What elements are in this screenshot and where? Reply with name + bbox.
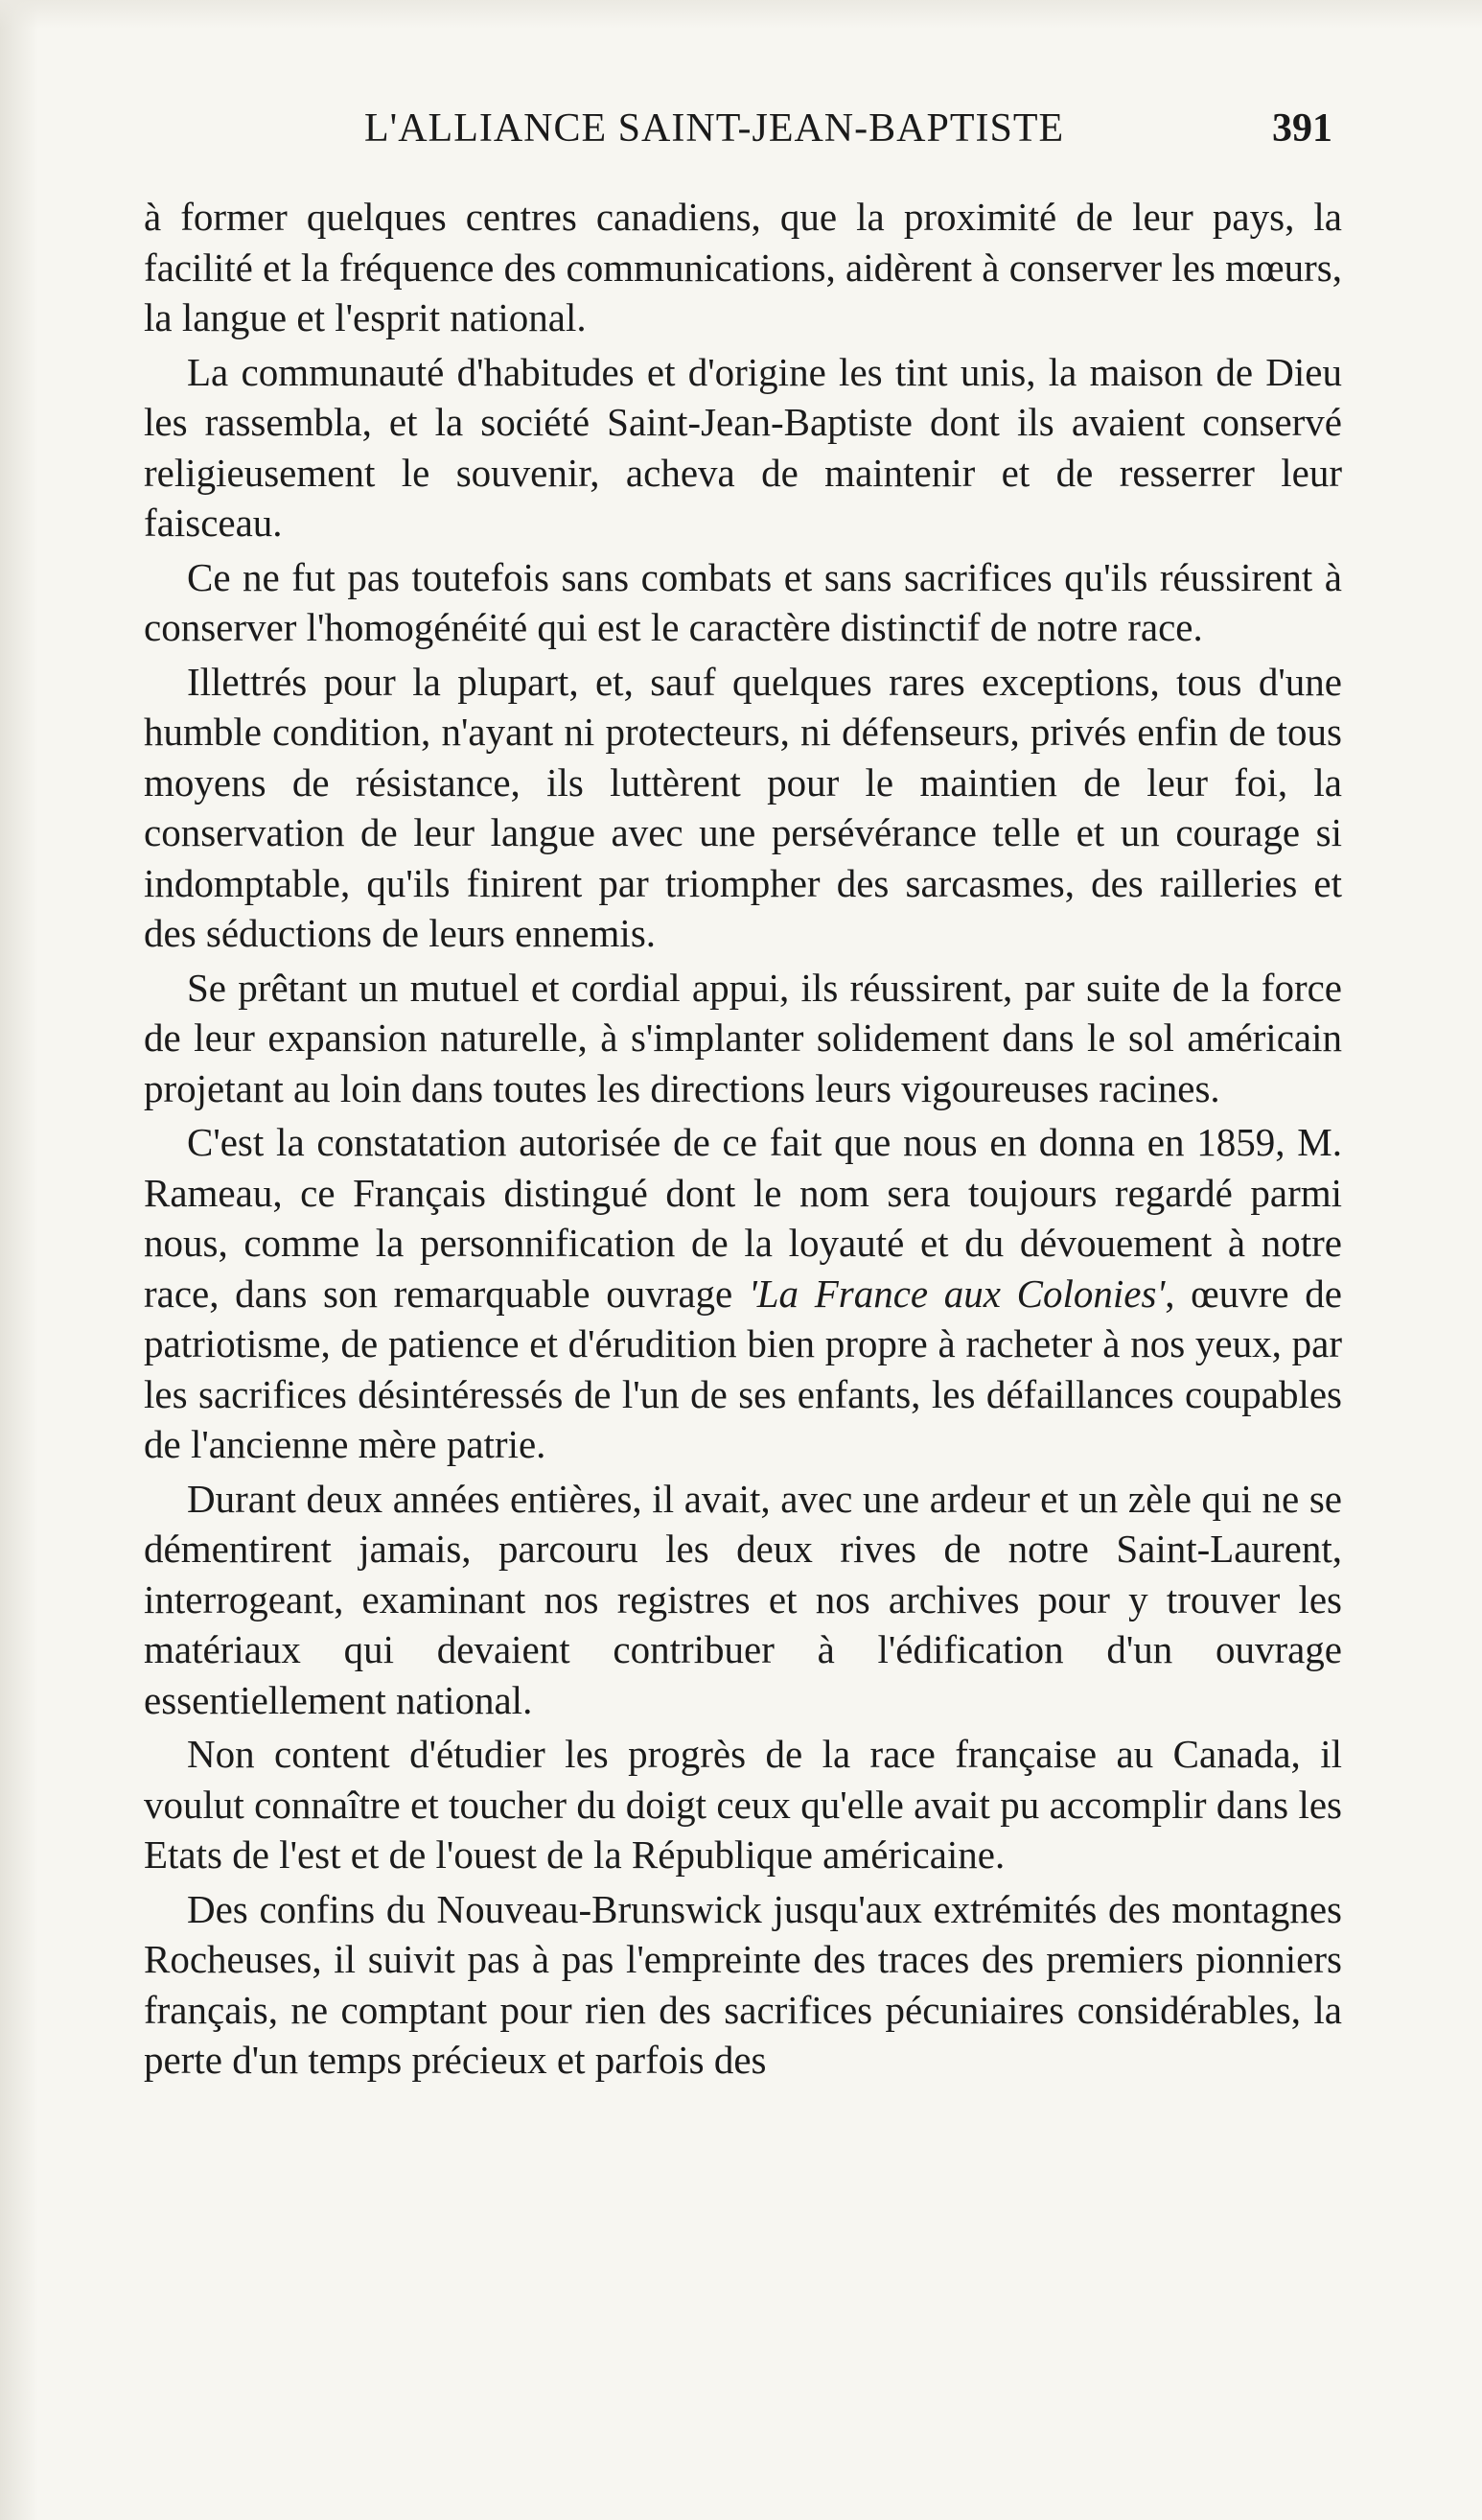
paragraph-9: Des confins du Nouveau-Brunswick jusqu'aux extrémités des montagnes Rocheuses, il suivit pas à pas l'empreinte des traces des premiers pionniers français, ne comptant pour rien des sacrifices pécuniaires considérables, la perte d'un temps précieux et parfois des bbox=[144, 1886, 1342, 2082]
running-title: L'ALLIANCE SAINT-JEAN-BAPTISTE bbox=[364, 106, 1065, 151]
page-header bbox=[144, 105, 1332, 163]
paragraph-5: Se prêtant un mutuel et cordial appui, ils réussirent, par suite de la force de leur expansion naturelle, à s'implanter solidement dans le sol américain projetant au loin dans toutes les directions leurs vigoureuses racines. bbox=[144, 965, 1342, 1110]
book-title: 'La France aux Colonies' bbox=[748, 1271, 1166, 1316]
page-number: 391 bbox=[1272, 106, 1332, 151]
scan-shadow-top bbox=[0, 0, 1482, 29]
paragraph-6 bbox=[144, 1117, 1342, 1470]
scan-shadow-left bbox=[0, 0, 38, 2520]
paragraph-8: Non content d'étudier les progrès de la race française au Canada, il voulut connaître et toucher du doigt ceux qu'elle avait pu accomplir dans les Etats de l'est et de l'ouest de la République américaine. bbox=[144, 1732, 1342, 1877]
paragraph-2: La communauté d'habitudes et d'origine les tint unis, la maison de Dieu les rassembla, et la société Saint-Jean-Baptiste dont ils avaient conservé religieusement le souvenir, acheva de maintenir et de resserrer leur faisceau. bbox=[144, 349, 1342, 545]
body-text bbox=[144, 192, 1342, 2089]
paragraph-7: Durant deux années entières, il avait, avec une ardeur et un zèle qui ne se démentirent jamais, parcouru les deux rives de notre Saint-Laurent, interrogeant, examinant nos registres et nos archives pour y trouver les matériaux qui devaient contribuer à l'édification d'un ouvrage essentiellement national. bbox=[144, 1476, 1342, 1722]
paragraph-4: Illettrés pour la plupart, et, sauf quelques rares exceptions, tous d'une humble condition, n'ayant ni protecteurs, ni défenseurs, privés enfin de tous moyens de résistance, ils luttèrent pour le maintien de leur foi, la conservation de leur langue avec une persévérance telle et un courage si indomptable, qu'ils finirent par triompher des sarcasmes, des railleries et des séductions de leurs ennemis. bbox=[144, 659, 1342, 955]
paragraph-6-tail: , œuvre de patriotisme, de patience et d'érudition bien propre à racheter à nos yeux, par les sacrifices désintéressés de l'un de ses enfants, les défaillances coupables de l'ancienne mère patrie. bbox=[144, 1271, 1342, 1466]
paragraph-6-text: C'est la constatation autorisée de ce fait que nous en donna en 1859, M. Rameau, ce Français distingué dont le nom sera toujours regardé parmi nous, comme la personnification de la loyauté et du dévouement à notre race, dans son remarquable ouvrage bbox=[144, 1120, 1342, 1316]
paragraph-1: à former quelques centres canadiens, que la proximité de leur pays, la facilité et la fréquence des communications, aidèrent à conserver les mœurs, la langue et l'esprit national. bbox=[144, 195, 1342, 339]
paragraph-3: Ce ne fut pas toutefois sans combats et sans sacrifices qu'ils réussirent à conserver l'homogénéité qui est le caractère distinctif de notre race. bbox=[144, 554, 1342, 649]
